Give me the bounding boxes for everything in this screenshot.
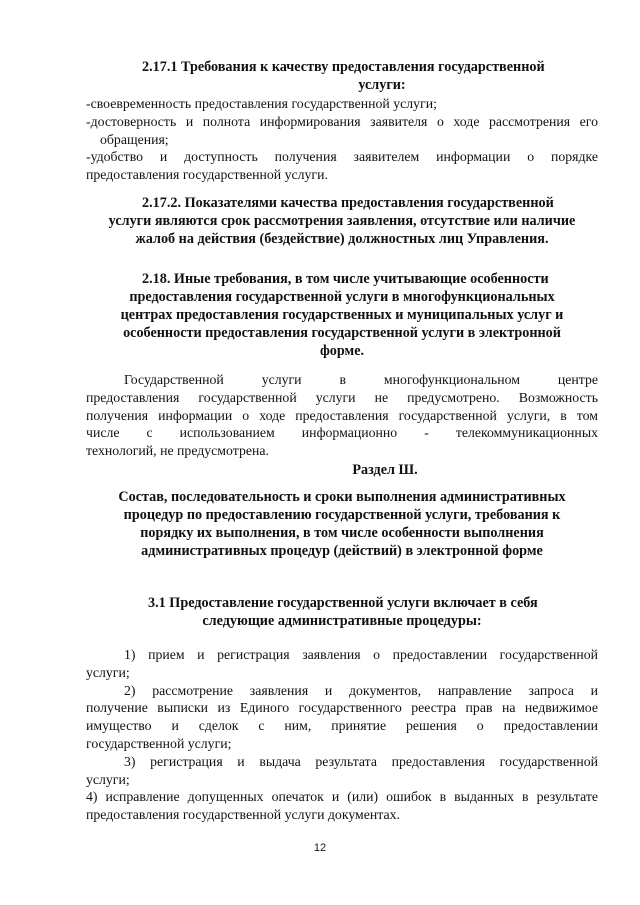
list-item: 1) прием и регистрация заявления о предоставлении государственной [124,647,598,662]
heading-2-17-1 [86,58,598,94]
heading-line: следующие административные процедуры: [202,613,482,629]
heading-line: 3.1 Предоставление государственной услуги включает в себя [148,595,538,611]
heading-line: услуги являются срок рассмотрения заявления, отсутствие или наличие [108,213,576,229]
list-item: предоставления государственной услуги документах. [86,807,400,823]
text-line: технологий, не предусмотрена. [86,443,269,459]
list-item: услуги; [86,664,130,680]
section-3-title [86,461,598,479]
heading-line: Состав, последовательность и сроки выполнения административных [118,489,566,505]
text-line: предоставления государственной услуги не предусмотрено. Возможность [86,389,598,405]
heading-line: форме. [319,343,365,359]
paragraph-2-17-1 [86,95,598,184]
heading-line: 2.18. Иные требования, в том числе учитывающие особенности [142,271,549,287]
heading-line: процедур по предоставлению государственной услуги, требования к [123,507,561,523]
heading-3-1 [86,594,598,630]
heading-line: административных процедур (действий) в электронной форме [141,543,543,559]
text-line: -своевременность предоставления государственной услуги; [86,96,437,111]
text-line: обращения; [100,131,169,147]
heading-line: предоставления государственной услуги в многофункциональных [129,289,555,305]
heading-line: 2.17.2. Показателями качества предоставления государственной [142,195,554,211]
list-item: 4) исправление допущенных опечаток и (или) ошибок в выданных в результате [86,789,598,805]
text-line: получения информации о ходе предоставления государственной услуги, в том [86,407,598,423]
text-line: числе с использованием информационно - телекоммуникационных [86,425,598,441]
paragraph-2-18 [86,371,598,460]
text-line: -удобство и доступность получения заявителем информации о порядке [86,149,598,165]
list-item: 2) рассмотрение заявления и документов, направление запроса и [124,682,598,698]
list-item: 3) регистрация и выдача результата предоставления государственной [124,753,598,769]
list-item: услуги; [86,771,130,787]
heading-2-18 [86,270,598,360]
text-line: Государственной услуги в многофункциональном центре [124,372,598,387]
heading-line: центрах предоставления государственных и муниципальных услуг и [120,307,564,323]
heading-line: 2.17.1 Требования к качеству предоставления государственной [142,59,545,75]
list-item: получение выписки из Единого государственного реестра прав на недвижимое [86,700,598,716]
section-title: Раздел Ш. [352,462,418,478]
text-line: предоставления государственной услуги. [86,167,328,183]
text-line: -достоверность и полнота информирования заявителя о ходе рассмотрения его [86,113,598,129]
list-item: государственной услуги; [86,735,232,751]
heading-2-17-2 [86,194,598,248]
page-number: 12 [313,842,327,854]
section-3-heading [86,488,598,560]
heading-line: услуги: [358,77,406,93]
list-item: имущество и сделок с ним, принятие решения о предоставлении [86,718,598,734]
procedures-list [86,646,598,824]
heading-line: жалоб на действия (бездействие) должностных лиц Управления. [135,231,549,247]
heading-line: особенности предоставления государственной услуги в электронной [123,325,561,341]
heading-line: порядку их выполнения, в том числе особенности выполнения [140,525,544,541]
